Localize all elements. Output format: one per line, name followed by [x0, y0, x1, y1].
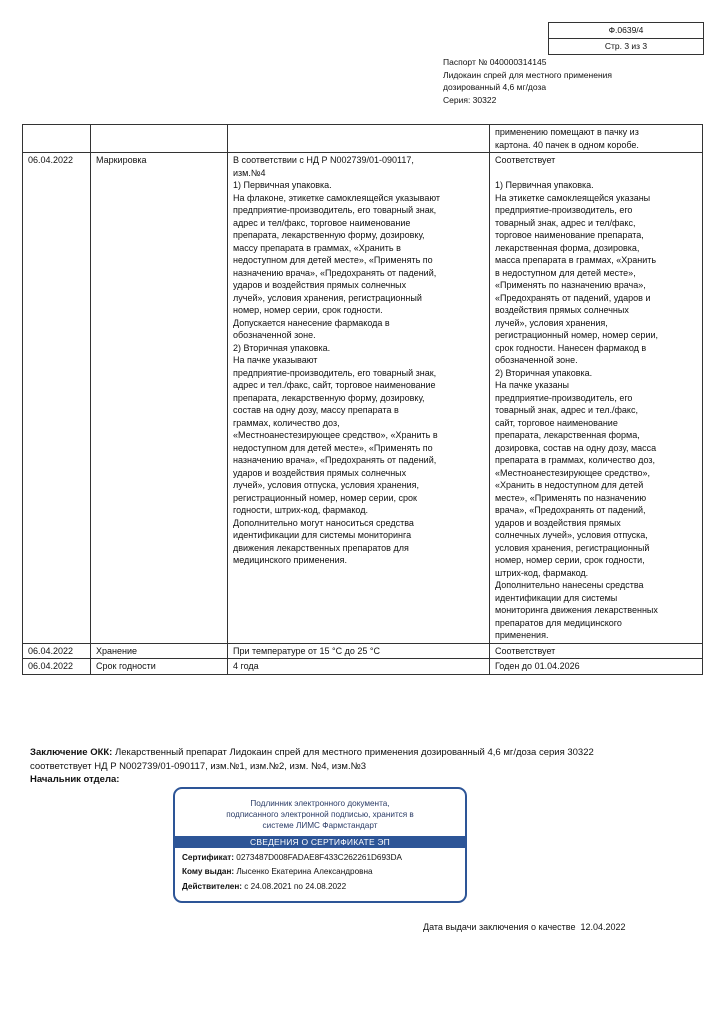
date-cell: 06.04.2022: [23, 659, 91, 675]
cell-line: дозировка, состав на одну дозу, масса: [495, 442, 657, 453]
issue-date-line: [423, 922, 626, 932]
cell-line: препарата, лекарственную форму, дозировку,: [233, 230, 425, 240]
cell-line: лекарственная форма, дозировка,: [495, 242, 640, 253]
cell-line: На пачке указаны: [495, 380, 570, 390]
parameter-cell: Маркировка: [91, 153, 228, 644]
cell-line: 2) Вторичная упаковка.: [495, 367, 593, 378]
issue-date-label: Дата выдачи заключения о качестве: [423, 922, 576, 932]
parameter-cell: Срок годности: [91, 659, 228, 675]
cell-line: недоступном для детей месте», «Применять по: [233, 442, 433, 453]
issue-date: 12.04.2022: [580, 922, 626, 932]
cell-line: товарный знак, адрес и тел./факс,: [495, 405, 638, 415]
cell-line: воздействия прямых солнечных: [495, 305, 629, 315]
result-cell: [490, 659, 703, 675]
result-cell: [490, 643, 703, 659]
cell-line: лучей», условия хранения, регистрационный: [233, 292, 422, 303]
parameter-cell: [91, 125, 228, 153]
cell-line: применению помещают в пачку из: [495, 127, 639, 137]
conclusion-line1: [30, 746, 594, 760]
e-signature-stamp: [173, 787, 467, 903]
cell-line: лучей», условия хранения,: [495, 317, 608, 328]
cell-line: «Предохранять от падений, ударов и: [495, 292, 651, 303]
cell-line: регистрационный номер, номер серии,: [495, 330, 658, 340]
table-row: [23, 125, 703, 153]
cell-line: движения лекарственных препаратов для: [233, 542, 409, 553]
cell-line: ударов и воздействия прямых солнечных: [233, 280, 407, 290]
issued-to-row: Кому выдан: Лысенко Екатерина Александровна: [182, 867, 373, 877]
cell-line: картона. 40 пачек в одном коробе.: [495, 139, 639, 150]
cell-line: сайт, торговое наименование: [495, 417, 618, 428]
table-row: [23, 643, 703, 659]
cell-line: масса препарата в граммах, «Хранить: [495, 255, 657, 265]
result-cell: [490, 125, 703, 153]
series: Серия: 30322: [443, 94, 497, 105]
cell-line: недоступном для детей месте», «Применять по: [233, 255, 433, 265]
date-cell: 06.04.2022: [23, 153, 91, 644]
cell-line: врача», «Предохранять от падений,: [495, 505, 646, 515]
cell-line: назначению врача», «Предохранять от падений,: [233, 267, 437, 278]
cell-line: предприятие-производитель, его: [495, 205, 633, 215]
conclusion-label: Заключение ОКК:: [30, 747, 113, 758]
cell-line: медицинского применения.: [233, 555, 348, 565]
head-of-department: Начальник отдела:: [30, 774, 120, 785]
table-row: [23, 659, 703, 675]
cell-line: адрес и тел/факс, торговое наименование: [233, 217, 411, 228]
passport-header: [443, 56, 612, 106]
page-number: Стр. 3 из 3: [549, 38, 703, 54]
cell-line: идентификации для системы мониторинга: [233, 530, 412, 540]
product-dosage: дозированный 4,6 мг/доза: [443, 82, 547, 93]
cell-line: [495, 167, 697, 180]
cell-line: Дополнительно могут наноситься средства: [233, 517, 414, 528]
cell-line: препарата, лекарственную форму, дозировку,: [233, 392, 425, 403]
requirement-cell: [228, 125, 490, 153]
date-cell: 06.04.2022: [23, 643, 91, 659]
product-name: Лидокаин спрей для местного применения: [443, 69, 613, 80]
cell-line: На флаконе, этикетке самоклеящейся указывают: [233, 192, 441, 203]
cell-line: лучей», условия отпуска, условия хранения,: [233, 480, 420, 490]
cell-line: мониторинга движения лекарственных: [495, 605, 658, 615]
cell-line: На пачке указывают: [233, 355, 318, 365]
cell-line: предприятие-производитель, его товарный знак,: [233, 205, 437, 215]
cell-line: 1) Первичная упаковка.: [233, 180, 332, 190]
cell-line: На этикетке самоклеящейся указаны: [495, 192, 651, 203]
conclusion-text: Лекарственный препарат Лидокаин спрей для местного применения дозированный 4,6 мг/доза серия 30322: [112, 747, 594, 758]
cell-line: ударов и воздействия прямых солнечных: [233, 467, 407, 478]
cell-line: предприятие-производитель, его: [495, 392, 633, 403]
cell-line: солнечных лучей», условия отпуска,: [495, 530, 648, 540]
cell-line: 2) Вторичная упаковка.: [233, 342, 331, 353]
conclusion-line2: соответствует НД Р N002739/01-090117, изм.№1, изм.№2, изм. №4, изм.№3: [30, 760, 367, 772]
cell-line: 1) Первичная упаковка.: [495, 180, 594, 190]
cell-line: Соответствует: [495, 645, 556, 656]
table-row: [23, 153, 703, 644]
cell-line: регистрационный номер, номер серии, срок: [233, 492, 417, 503]
form-code-box: [548, 22, 704, 55]
results-table: [22, 124, 703, 675]
cell-line: годности, штрих-код, фармакод.: [233, 505, 368, 515]
passport-number: Паспорт № 040000314145: [443, 57, 547, 67]
cell-line: номер, номер серии, срок годности,: [495, 555, 645, 565]
date-cell: [23, 125, 91, 153]
cell-line: в недоступном для детей месте»,: [495, 267, 636, 278]
cell-line: В соответствии с НД Р N002739/01-090117,: [233, 155, 414, 165]
cell-line: назначению врача», «Предохранять от падений,: [233, 455, 437, 465]
cell-line: номер, номер серии, срок годности.: [233, 305, 383, 315]
cell-line: штрих-код, фармакод.: [495, 567, 589, 578]
validity-row: Действителен: с 24.08.2021 по 24.08.2022: [182, 881, 347, 891]
cell-line: препарата, лекарственная форма,: [495, 430, 640, 440]
cell-line: «Местноанестезирующее средство», «Хранить в: [233, 430, 438, 440]
cell-line: Дополнительно нанесены средства: [495, 580, 644, 590]
cell-line: торговое наименование препарата,: [495, 230, 644, 240]
cell-line: обозначенной зоне.: [233, 330, 316, 340]
cell-line: условия хранения, регистрационный: [495, 542, 650, 553]
requirement-cell: [228, 659, 490, 675]
form-code: Ф.0639/4: [608, 25, 644, 35]
certificate-bar: СВЕДЕНИЯ О СЕРТИФИКАТЕ ЭП: [175, 836, 465, 848]
stamp-header: Подлинник электронного документа, подписанного электронной подписью, хранится в системе ЛИМС Фармстандарт: [226, 799, 414, 831]
cell-line: Допускается нанесение фармакода в: [233, 317, 390, 328]
cell-line: «Хранить в недоступном для детей: [495, 480, 644, 490]
certificate-row: Сертификат: 0273487D008FADAE8F433C262261D693DA: [182, 852, 402, 862]
cell-line: препаратов для медицинского: [495, 617, 622, 628]
cell-line: предприятие-производитель, его товарный знак,: [233, 367, 437, 378]
cell-line: идентификации для системы: [495, 592, 618, 603]
cell-line: товарный знак, адрес и тел/факс,: [495, 217, 636, 228]
requirement-cell: [228, 643, 490, 659]
cell-line: обозначенной зоне.: [495, 355, 578, 365]
cell-line: изм.№4: [233, 167, 266, 178]
cell-line: «Местноанестезирующее средство»,: [495, 467, 651, 478]
cell-line: граммах, количество доз,: [233, 417, 340, 428]
cell-line: 4 года: [233, 661, 259, 671]
cell-line: применения.: [495, 630, 549, 640]
cell-line: состав на одну дозу, массу препарата в: [233, 405, 399, 415]
cell-line: срок годности. Нанесен фармакод в: [495, 342, 647, 353]
cell-line: При температуре от 15 °С до 25 °С: [233, 645, 380, 656]
cell-line: «Применять по назначению врача»,: [495, 280, 646, 290]
cell-line: массу препарата в граммах, «Хранить в: [233, 242, 401, 253]
cell-line: Годен до 01.04.2026: [495, 661, 580, 671]
requirement-cell: [228, 153, 490, 644]
result-cell: [490, 153, 703, 644]
cell-line: препарата в граммах, количество доз,: [495, 455, 655, 465]
parameter-cell: Хранение: [91, 643, 228, 659]
cell-line: месте», «Применять по назначению: [495, 492, 647, 503]
cell-line: Соответствует: [495, 155, 556, 165]
cell-line: ударов и воздействия прямых: [495, 517, 621, 528]
cell-line: адрес и тел./факс, сайт, торговое наименование: [233, 380, 436, 390]
conclusion: [30, 746, 594, 787]
